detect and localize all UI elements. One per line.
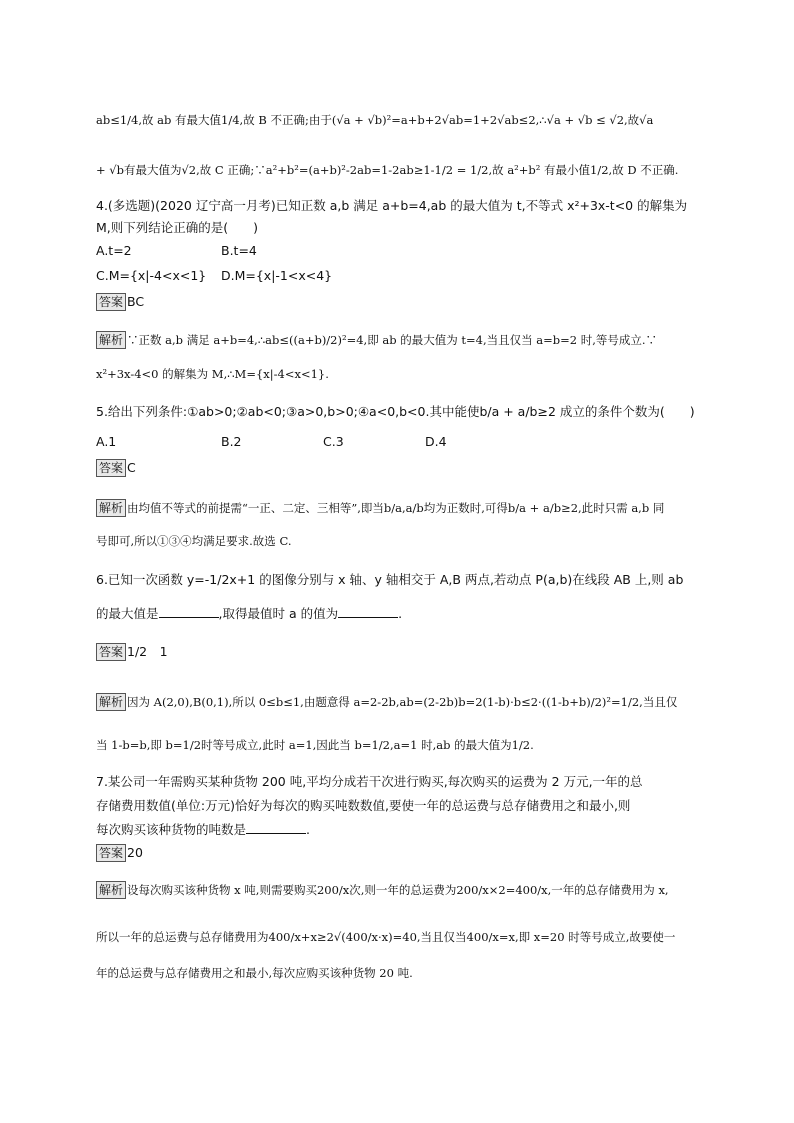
q5-solution-text-1: 由均值不等式的前提需“一正、二定、三相等”,即当b/a,a/b均为正数时,可得b/a + a/b≥2,此时只需 a,b 同 — [127, 501, 665, 515]
q4-solution-line-1 — [96, 330, 657, 350]
q7-stem-line-2: 存储费用数值(单位:万元)恰好为每次的购买吨数数值,要使一年的总运费与总存储费用之和最小,则 — [96, 798, 631, 813]
q4-option-a: A.t=2 — [96, 243, 132, 258]
q6-blank-1[interactable] — [159, 605, 219, 618]
q4-option-c: C.M={x|-4<x<1} — [96, 268, 207, 283]
q4-option-b: B.t=4 — [221, 243, 257, 258]
q6-stem-line-2 — [96, 604, 402, 624]
q6-stem-part-c: . — [398, 606, 403, 621]
q4-solution-text-1: ∵正数 a,b 满足 a+b=4,∴ab≤((a+b)/2)²=4,即 ab 的最大值为 t=4,当且仅当 a=b=2 时,等号成立.∵ — [127, 333, 658, 347]
jiexi-tag: 解析 — [96, 693, 126, 711]
prev-solution-line-1: ab≤1/4,故 ab 有最大值1/4,故 B 不正确;由于(√a + √b)²=a+b+2√ab=1+2√ab≤2,∴√a + √b ≤ √2,故√a — [96, 113, 654, 127]
jiexi-tag: 解析 — [96, 331, 126, 349]
q5-answer-value: C — [127, 460, 136, 475]
answer-tag: 答案 — [96, 643, 126, 661]
q5-solution-line-1 — [96, 498, 664, 518]
q7-solution-line-2: 所以一年的总运费与总存储费用为400/x+x≥2√(400/x·x)=40,当且仅当400/x=x,即 x=20 时等号成立,故要使一 — [96, 930, 676, 944]
q6-answer — [96, 642, 168, 662]
q7-blank[interactable] — [246, 821, 306, 834]
q5-option-a: A.1 — [96, 434, 117, 449]
q6-answer-value: 1/2 1 — [127, 644, 168, 659]
q7-solution-line-1 — [96, 880, 669, 900]
jiexi-tag: 解析 — [96, 499, 126, 517]
q7-stem-line-3 — [96, 820, 310, 840]
q5-stem: 5.给出下列条件:①ab>0;②ab<0;③a>0,b>0;④a<0,b<0.其中能使b/a + a/b≥2 成立的条件个数为( ) — [96, 404, 695, 419]
q4-stem-line-2: M,则下列结论正确的是( ) — [96, 220, 259, 235]
q7-stem-line-1: 7.某公司一年需购买某种货物 200 吨,平均分成若干次进行购买,每次购买的运费为 2 万元,一年的总 — [96, 774, 643, 789]
q7-stem-part-a: 每次购买该种货物的吨数是 — [96, 822, 247, 837]
q5-option-d: D.4 — [425, 434, 447, 449]
q7-solution-text-1: 设每次购买该种货物 x 吨,则需要购买200/x次,则一年的总运费为200/x×2=400/x,一年的总存储费用为 x, — [127, 883, 669, 897]
q4-option-d: D.M={x|-1<x<4} — [221, 268, 333, 283]
q6-solution-line-1 — [96, 692, 677, 712]
q5-option-c: C.3 — [323, 434, 344, 449]
answer-tag: 答案 — [96, 844, 126, 862]
answer-tag: 答案 — [96, 293, 126, 311]
q7-stem-part-b: . — [306, 822, 310, 837]
q5-answer — [96, 458, 136, 478]
prev-solution-line-2: + √b有最大值为√2,故 C 正确;∵a²+b²=(a+b)²-2ab=1-2ab≥1-1/2 = 1/2,故 a²+b² 有最小值1/2,故 D 不正确. — [96, 163, 679, 177]
q6-solution-text-1: 因为 A(2,0),B(0,1),所以 0≤b≤1,由题意得 a=2-2b,ab=(2-2b)b=2(1-b)·b≤2·((1-b+b)/2)²=1/2,当且仅 — [127, 695, 678, 709]
q6-blank-2[interactable] — [338, 605, 398, 618]
q4-answer-value: BC — [127, 294, 145, 309]
q5-solution-line-2: 号即可,所以①③④均满足要求.故选 C. — [96, 534, 292, 548]
q4-stem-line-1: 4.(多选题)(2020 辽宁高一月考)已知正数 a,b 满足 a+b=4,ab 的最大值为 t,不等式 x²+3x-t<0 的解集为 — [96, 198, 688, 213]
answer-tag: 答案 — [96, 459, 126, 477]
q7-answer-value: 20 — [127, 845, 143, 860]
q7-solution-line-3: 年的总运费与总存储费用之和最小,每次应购买该种货物 20 吨. — [96, 966, 413, 980]
q4-answer — [96, 292, 144, 312]
q4-solution-line-2: x²+3x-4<0 的解集为 M,∴M={x|-4<x<1}. — [96, 367, 329, 381]
q6-stem-line-1: 6.已知一次函数 y=-1/2x+1 的图像分别与 x 轴、y 轴相交于 A,B 两点,若动点 P(a,b)在线段 AB 上,则 ab — [96, 572, 684, 587]
q6-stem-part-b: ,取得最值时 a 的值为 — [218, 606, 339, 621]
q5-option-b: B.2 — [221, 434, 242, 449]
q7-answer — [96, 843, 143, 863]
q6-solution-line-2: 当 1-b=b,即 b=1/2时等号成立,此时 a=1,因此当 b=1/2,a=1 时,ab 的最大值为1/2. — [96, 738, 534, 752]
q6-stem-part-a: 的最大值是 — [96, 606, 159, 621]
jiexi-tag: 解析 — [96, 881, 126, 899]
